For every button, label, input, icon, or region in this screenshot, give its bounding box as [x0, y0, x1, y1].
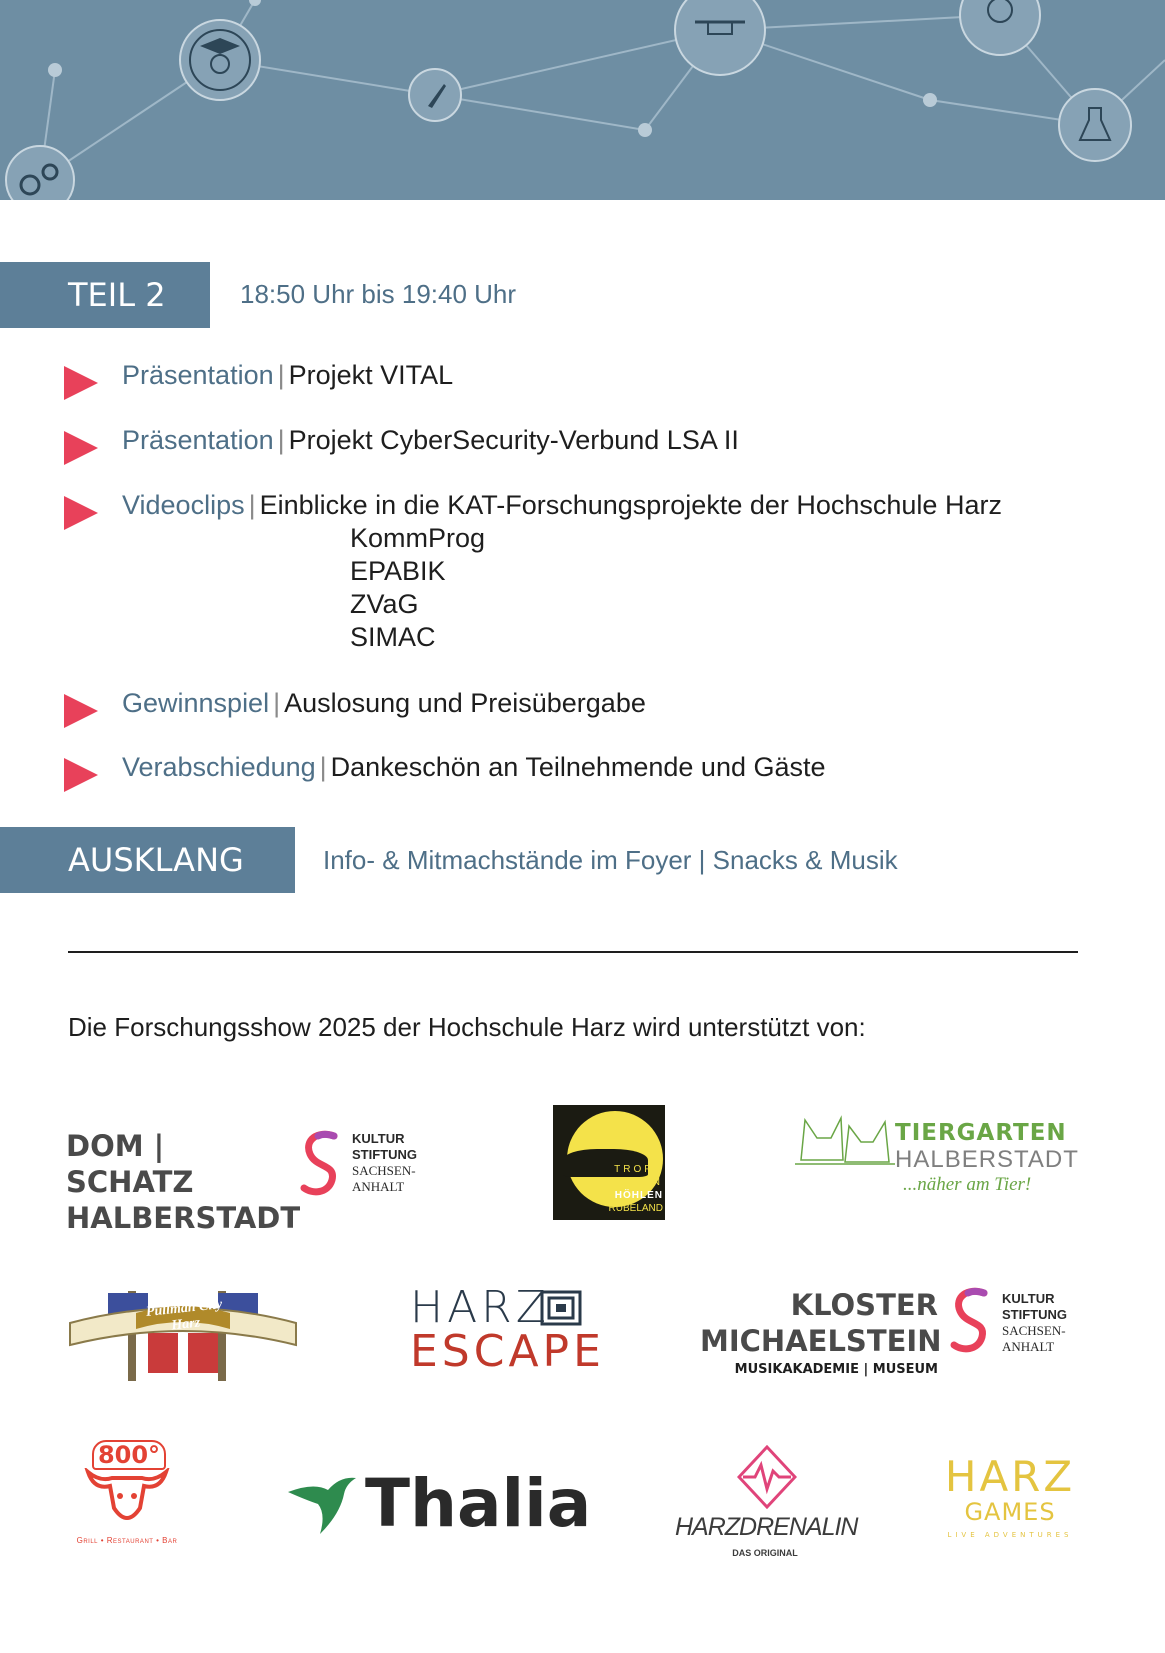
bull-head-icon — [84, 1468, 170, 1528]
maze-icon — [540, 1290, 582, 1326]
project-name: ZVaG — [350, 589, 419, 619]
thalia-figure-icon — [284, 1470, 360, 1538]
divider — [68, 951, 1078, 953]
tropf-line3: HÖHLEN — [614, 1190, 663, 1201]
item-text: Dankeschön an Teilnehmende und Gäste — [330, 752, 826, 782]
harz-escape-line1: HARZ — [410, 1282, 550, 1333]
sponsors-intro: Die Forschungsshow 2025 der Hochschule Harz wird unterstützt von: — [68, 1012, 866, 1042]
section-label-text: TEIL 2 — [68, 276, 166, 314]
tropf-line4: RÜBELAND — [608, 1203, 663, 1214]
harz-escape-line2: ESCAPE — [410, 1326, 605, 1377]
grill-800-name: 800° — [92, 1440, 166, 1470]
harz-escape-logo — [410, 1282, 605, 1377]
heartbeat-diamond-icon — [737, 1445, 797, 1509]
triangle-bullet-icon — [64, 694, 98, 728]
ks-line4: ANHALT — [352, 1179, 405, 1194]
domschatz-logo — [66, 1128, 301, 1236]
harz-games-line2: GAMES — [964, 1498, 1056, 1526]
kloster-line2: MICHAELSTEIN — [700, 1324, 942, 1358]
ks-line3: SACHSEN- — [352, 1163, 416, 1178]
harzdrenalin-name: HARZDRENALIN — [675, 1513, 858, 1541]
ausklang-description: Info- & Mitmachstände im Foyer | Snacks & Musik — [323, 845, 898, 875]
kulturstiftung-text — [1002, 1291, 1067, 1355]
harzdrenalin-sub: DAS ORIGINAL — [732, 1548, 798, 1558]
pullman-name: Pullman City Harz — [145, 1297, 223, 1334]
item-category: Präsentation — [122, 425, 274, 455]
item-text: Projekt VITAL — [288, 360, 454, 390]
thalia-name: Thalia — [365, 1465, 592, 1542]
tiergarten-line2: HALBERSTADT — [895, 1146, 1079, 1173]
triangle-bullet-icon — [64, 366, 98, 400]
domschatz-line1: DOM | SCHATZ — [66, 1129, 194, 1199]
ks-line1: KULTUR — [352, 1131, 405, 1146]
item-category: Präsentation — [122, 360, 274, 390]
item-text: Einblicke in die KAT-Forschungsprojekte der Hochschule Harz — [259, 490, 1002, 520]
project-name: KommProg — [350, 523, 486, 553]
rocket-icon — [409, 69, 461, 121]
ks-line1: KULTUR — [1002, 1291, 1055, 1306]
domschatz-line2: HALBERSTADT — [66, 1201, 301, 1235]
section-label-ausklang — [0, 827, 295, 893]
item-category: Gewinnspiel — [122, 688, 270, 718]
item-text: Auslosung und Preisübergabe — [284, 688, 646, 718]
item-text: Projekt CyberSecurity-Verbund LSA II — [288, 425, 739, 455]
kulturstiftung-text — [352, 1131, 417, 1195]
header-network-banner — [0, 0, 1165, 200]
project-name: SIMAC — [350, 622, 436, 652]
harzdrenalin-logo — [675, 1445, 858, 1565]
kulturstiftung-s-icon — [298, 1128, 342, 1198]
item-separator: | — [277, 360, 285, 390]
project-name: EPABIK — [350, 556, 446, 586]
tropfstein-logo — [553, 1105, 665, 1220]
graduate-icon — [180, 20, 260, 100]
harz-games-sub: LIVE ADVENTURES — [947, 1531, 1073, 1539]
ks-line4: ANHALT — [1002, 1339, 1055, 1354]
kloster-line1: KLOSTER — [790, 1288, 938, 1322]
item-separator: | — [319, 752, 327, 782]
tiergarten-tagline: ...näher am Tier! — [903, 1174, 1032, 1195]
item-separator: | — [277, 425, 285, 455]
grill-800-logo — [62, 1440, 192, 1550]
tropf-line1: TROPF — [614, 1164, 663, 1175]
kloster-logo — [700, 1287, 942, 1381]
tiergarten-line1: TIERGARTEN — [895, 1120, 1067, 1146]
kulturstiftung-s-icon — [948, 1285, 992, 1355]
harz-games-line1: HARZ — [944, 1452, 1076, 1501]
ks-line3: SACHSEN- — [1002, 1323, 1066, 1338]
section-label-text: AUSKLANG — [68, 841, 244, 879]
ks-line2: STIFTUNG — [1002, 1307, 1067, 1322]
triangle-bullet-icon — [64, 496, 98, 530]
section-label-teil2 — [0, 262, 210, 328]
ks-line2: STIFTUNG — [352, 1147, 417, 1162]
item-category: Verabschiedung — [122, 752, 316, 782]
triangle-bullet-icon — [64, 758, 98, 792]
tropf-line2: STEIN — [618, 1177, 663, 1188]
section-time: 18:50 Uhr bis 19:40 Uhr — [240, 279, 517, 309]
triangle-bullet-icon — [64, 431, 98, 465]
item-separator: | — [273, 688, 281, 718]
kloster-line3: MUSIKAKADEMIE | MUSEUM — [734, 1362, 938, 1377]
harz-games-logo — [940, 1452, 1080, 1539]
grill-800-sub: Grill • Restaurant • Bar — [76, 1536, 178, 1545]
lynx-icon — [795, 1112, 895, 1174]
pullman-city-logo — [68, 1283, 298, 1383]
tiergarten-logo — [895, 1120, 1079, 1196]
item-category: Videoclips — [122, 490, 245, 520]
item-separator: | — [248, 490, 256, 520]
flask-icon — [1059, 89, 1131, 161]
